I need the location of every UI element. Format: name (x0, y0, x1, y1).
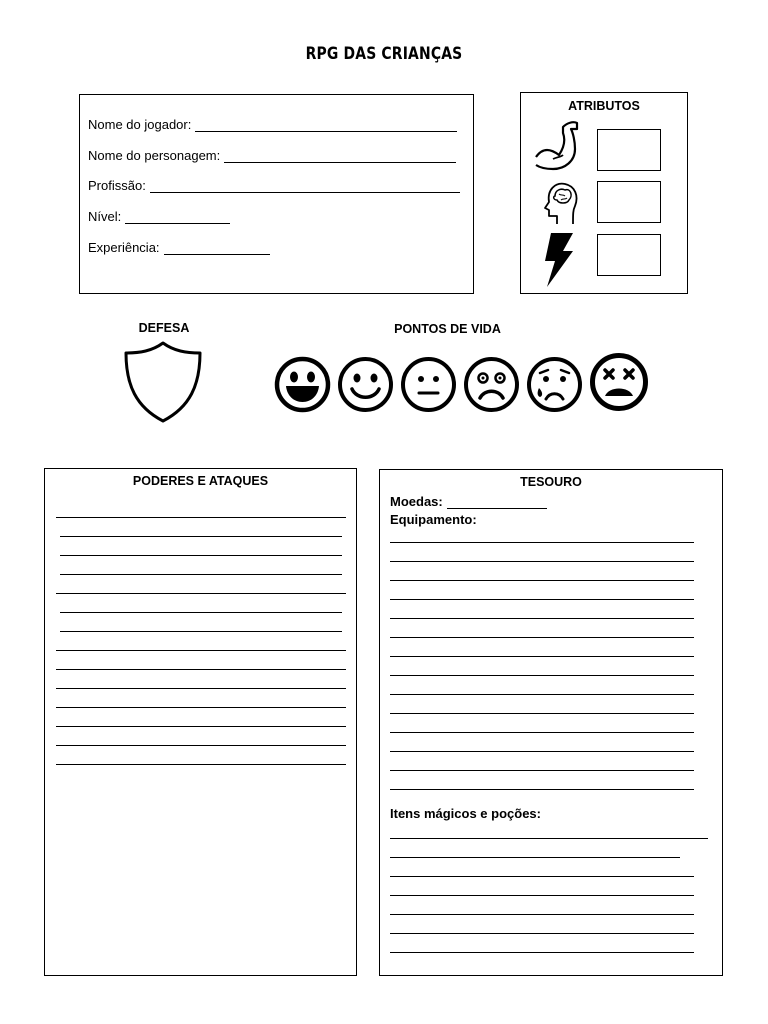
equipment-label: Equipamento: (390, 512, 477, 527)
powers-line[interactable] (56, 593, 346, 594)
player-name-line[interactable] (195, 119, 457, 132)
magic-items-line[interactable] (390, 895, 694, 896)
profession-label: Profissão: (88, 178, 146, 193)
magic-items-line[interactable] (390, 933, 694, 934)
equipment-line[interactable] (390, 561, 694, 562)
magic-items-line[interactable] (390, 952, 694, 953)
level-field[interactable] (88, 209, 230, 224)
defense-heading: DEFESA (138, 321, 190, 335)
character-name-label: Nome do personagem: (88, 148, 221, 163)
brain-head-icon (535, 178, 581, 228)
equipment-line[interactable] (390, 675, 694, 676)
lightning-bolt-icon (541, 231, 577, 289)
attributes-box (520, 92, 688, 294)
equipment-line[interactable] (390, 751, 694, 752)
coins-line[interactable] (447, 496, 547, 509)
magic-items-label: Itens mágicos e poções: (390, 806, 541, 821)
dead-face-icon[interactable] (589, 352, 649, 412)
powers-line[interactable] (60, 555, 342, 556)
page-title: RPG DAS CRIANÇAS (305, 44, 463, 64)
treasure-heading: TESOURO (520, 475, 582, 489)
equipment-line[interactable] (390, 732, 694, 733)
strength-value-box[interactable] (597, 129, 661, 171)
experience-field[interactable] (88, 240, 270, 255)
smiling-face-icon[interactable] (337, 356, 394, 413)
player-info-box (79, 94, 474, 294)
treasure-box (379, 469, 723, 976)
experience-line[interactable] (164, 242, 270, 255)
powers-line[interactable] (56, 707, 346, 708)
powers-line[interactable] (60, 631, 342, 632)
attributes-heading: ATRIBUTOS (568, 99, 640, 113)
equipment-line[interactable] (390, 789, 694, 790)
powers-line[interactable] (56, 517, 346, 518)
equipment-line[interactable] (390, 656, 694, 657)
powers-attacks-box (44, 468, 357, 976)
magic-items-line[interactable] (390, 838, 708, 839)
powers-line[interactable] (56, 650, 346, 651)
sad-face-icon[interactable] (463, 356, 520, 413)
equipment-line[interactable] (390, 580, 694, 581)
player-name-label: Nome do jogador: (88, 117, 192, 132)
equipment-line[interactable] (390, 542, 694, 543)
coins-field[interactable] (390, 494, 547, 509)
crying-face-icon[interactable] (526, 356, 583, 413)
grinning-face-icon[interactable] (274, 356, 331, 413)
magic-items-line[interactable] (390, 876, 694, 877)
player-name-field[interactable] (88, 117, 457, 132)
powers-line[interactable] (60, 612, 342, 613)
strength-arm-icon (533, 119, 583, 177)
magic-items-line[interactable] (390, 857, 680, 858)
equipment-line[interactable] (390, 713, 694, 714)
shield-icon[interactable] (124, 341, 202, 423)
character-name-line[interactable] (224, 150, 456, 163)
powers-line[interactable] (56, 669, 346, 670)
equipment-line[interactable] (390, 599, 694, 600)
powers-line[interactable] (56, 726, 346, 727)
powers-line[interactable] (56, 764, 346, 765)
magic-items-line[interactable] (390, 914, 694, 915)
level-label: Nível: (88, 209, 122, 224)
coins-label: Moedas: (390, 494, 443, 509)
intelligence-value-box[interactable] (597, 181, 661, 223)
powers-line[interactable] (56, 688, 346, 689)
agility-value-box[interactable] (597, 234, 661, 276)
powers-attacks-heading: PODERES E ATAQUES (132, 474, 269, 488)
powers-line[interactable] (60, 536, 342, 537)
profession-field[interactable] (88, 178, 460, 193)
equipment-line[interactable] (390, 637, 694, 638)
level-line[interactable] (125, 211, 230, 224)
experience-label: Experiência: (88, 240, 160, 255)
equipment-line[interactable] (390, 770, 694, 771)
character-name-field[interactable] (88, 148, 456, 163)
hit-points-heading: PONTOS DE VIDA (394, 322, 501, 336)
powers-line[interactable] (60, 574, 342, 575)
powers-line[interactable] (56, 745, 346, 746)
neutral-face-icon[interactable] (400, 356, 457, 413)
profession-line[interactable] (150, 180, 460, 193)
equipment-line[interactable] (390, 694, 694, 695)
equipment-line[interactable] (390, 618, 694, 619)
